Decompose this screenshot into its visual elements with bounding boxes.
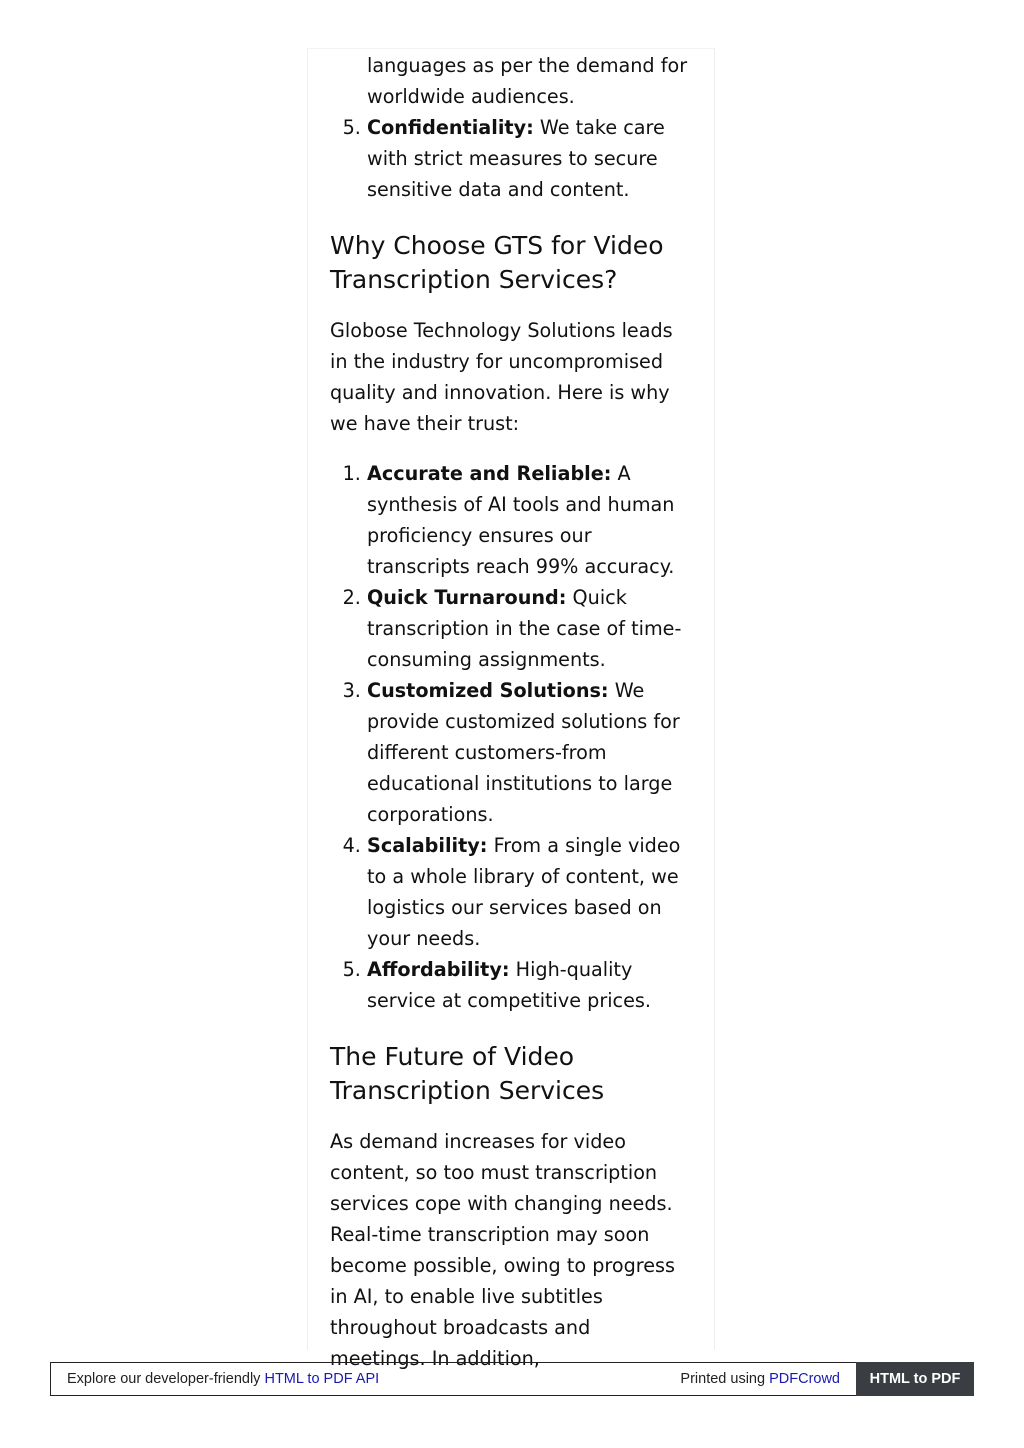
list-item: [367, 582, 688, 675]
pdfcrowd-link[interactable]: PDFCrowd: [769, 1371, 840, 1387]
article-body: [308, 50, 714, 1374]
list-item: [367, 675, 688, 830]
list-item-text: languages as per the demand for worldwide audiences.: [367, 54, 688, 108]
section-heading-why-choose: Why Choose GTS for Video Transcription Services?: [330, 231, 664, 294]
list-item: [367, 50, 688, 112]
html-to-pdf-api-link[interactable]: HTML to PDF API: [264, 1371, 380, 1387]
html-to-pdf-badge[interactable]: HTML to PDF: [856, 1362, 974, 1396]
section-paragraph: As demand increases for video content, so too must transcription services cope with changing needs. Real-time transcription may soon become possible, owing to progress in AI, to enable live subtitles throughout broadcasts and meetings. In addition,: [330, 1130, 676, 1370]
list-item: [367, 954, 688, 1016]
reasons-list: [330, 458, 688, 1016]
list-item-text: Quick transcription in the case of time-consuming assignments.: [367, 586, 682, 671]
section-heading-future: The Future of Video Transcription Services: [330, 1042, 605, 1105]
section-intro: Globose Technology Solutions leads in the industry for uncompromised quality and innovation. Here is why we have their trust:: [330, 319, 673, 435]
list-item-lead: Customized Solutions:: [367, 679, 609, 702]
list-item: [367, 112, 688, 205]
footer-explore-text: Explore our developer-friendly: [67, 1371, 265, 1387]
list-item-lead: Affordability:: [367, 958, 510, 981]
pdfcrowd-footer: [50, 1362, 974, 1396]
list-item-text: High-quality service at competitive prices.: [367, 958, 651, 1012]
list-item: [367, 458, 688, 582]
list-item-lead: Confidentiality:: [367, 116, 534, 139]
article-column: [307, 48, 715, 1370]
list-item-lead: Quick Turnaround:: [367, 586, 567, 609]
list-item-text: We take care with strict measures to secure sensitive data and content.: [367, 116, 665, 201]
footer-printed-text: Printed using: [680, 1371, 770, 1387]
continued-list: [330, 50, 688, 205]
list-item-text: We provide customized solutions for different customers-from educational institutions to large corporations.: [367, 679, 680, 826]
list-item-text: A synthesis of AI tools and human proficiency ensures our transcripts reach 99% accuracy.: [367, 462, 675, 578]
list-item-lead: Accurate and Reliable:: [367, 462, 612, 485]
list-item-text: From a single video to a whole library of content, we logistics our services based on your needs.: [367, 834, 681, 950]
footer-explore: [51, 1371, 680, 1387]
list-item-lead: Scalability:: [367, 834, 488, 857]
footer-printed: [680, 1371, 856, 1387]
list-item: [367, 830, 688, 954]
